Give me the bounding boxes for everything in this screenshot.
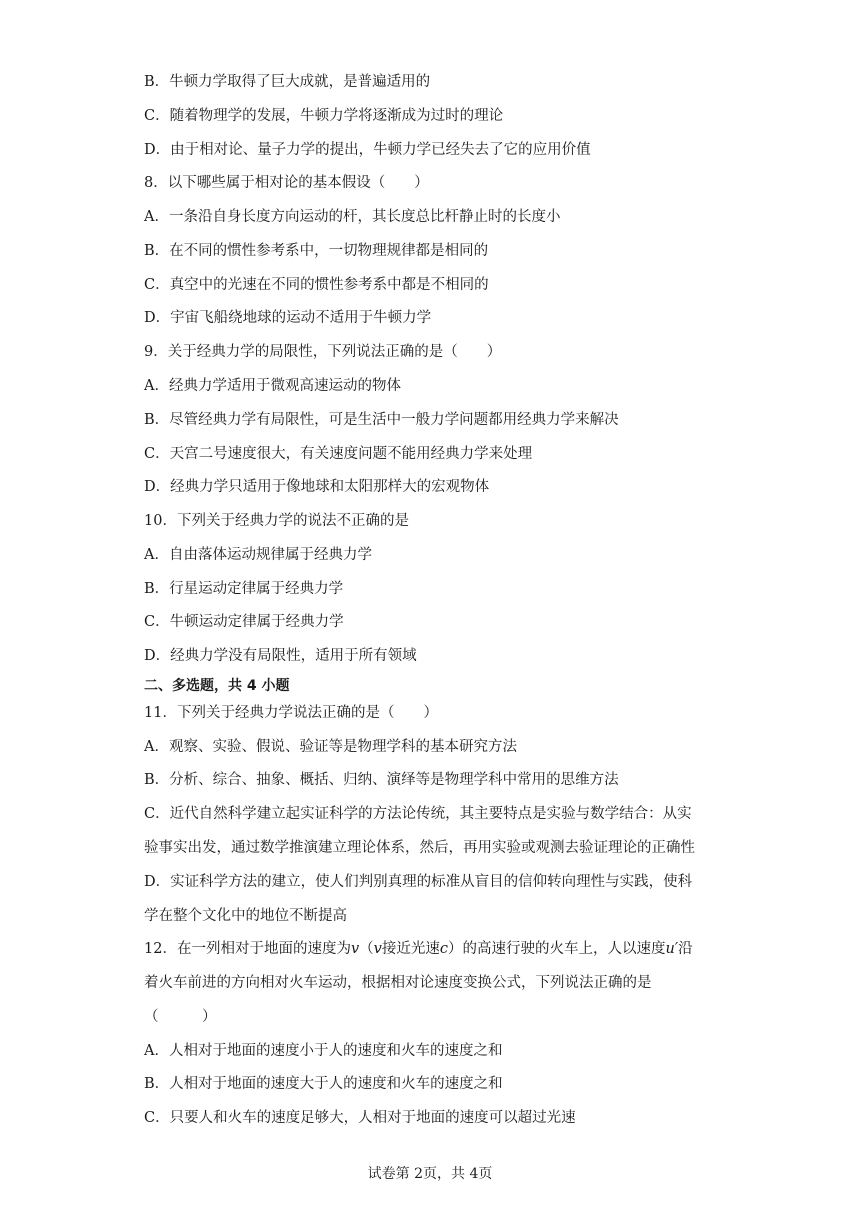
- q11-option-b: B．分析、综合、抽象、概括、归纳、演绎等是物理学科中常用的思维方法: [144, 772, 619, 788]
- q7-option-b: B．牛顿力学取得了巨大成就，是普遍适用的: [144, 74, 431, 90]
- q12-text-3: 接近光速: [381, 941, 440, 957]
- q11-option-a: A．观察、实验、假说、验证等是物理学科的基本研究方法: [144, 739, 517, 755]
- q8-option-c: C．真空中的光速在不同的惯性参考系中都是不相同的: [144, 277, 489, 293]
- q11-option-d-cont: 学在整个文化中的地位不断提高: [144, 908, 347, 924]
- q8-stem: 8．以下哪些属于相对论的基本假设（ ）: [144, 175, 429, 191]
- q8-option-b: B．在不同的惯性参考系中，一切物理规律都是相同的: [144, 243, 489, 259]
- section-heading: 二、多选题，共 4 小题: [144, 678, 290, 694]
- q11-stem: 11．下列关于经典力学说法正确的是（ ）: [144, 705, 438, 721]
- q10-stem: 10．下列关于经典力学的说法不正确的是: [144, 513, 409, 529]
- q9-option-c: C．天宫二号速度很大，有关速度问题不能用经典力学来处理: [144, 446, 533, 462]
- q9-stem: 9．关于经典力学的局限性，下列说法正确的是（ ）: [144, 344, 502, 360]
- q10-option-a: A．自由落体运动规律属于经典力学: [144, 547, 372, 563]
- q7-option-c: C．随着物理学的发展，牛顿力学将逐渐成为过时的理论: [144, 108, 504, 124]
- q9-option-d: D．经典力学只适用于像地球和太阳那样大的宏观物体: [144, 479, 490, 495]
- q12-stem: [144, 939, 693, 959]
- q10-option-c: C．牛顿运动定律属于经典力学: [144, 614, 344, 630]
- q11-option-c: C．近代自然科学建立起实证科学的方法论传统，其主要特点是实验与数学结合：从实: [144, 806, 692, 822]
- q8-option-a: A．一条沿自身长度方向运动的杆，其长度总比杆静止时的长度小: [144, 209, 561, 225]
- q10-option-d: D．经典力学没有局限性，适用于所有领域: [144, 648, 417, 664]
- q12-text-1: 12．在一列相对于地面的速度为: [144, 941, 351, 957]
- q8-option-d: D．宇宙飞船绕地球的运动不适用于牛顿力学: [144, 310, 432, 326]
- q12-var-v2: v: [373, 941, 382, 957]
- q12-var-v: v: [350, 941, 360, 957]
- q9-option-a: A．经典力学适用于微观高速运动的物体: [144, 378, 401, 394]
- q12-option-a: A．人相对于地面的速度小于人的速度和火车的速度之和: [144, 1043, 503, 1059]
- q12-option-b: B．人相对于地面的速度大于人的速度和火车的速度之和: [144, 1076, 503, 1092]
- q10-option-b: B．行星运动定律属于经典力学: [144, 581, 344, 597]
- q12-option-c: C．只要人和火车的速度足够大，人相对于地面的速度可以超过光速: [144, 1110, 576, 1126]
- q12-var-c: c: [439, 941, 448, 957]
- q11-option-c-cont: 验事实出发，通过数学推演建立理论体系，然后，再用实验或观测去验证理论的正确性: [144, 840, 695, 856]
- q11-option-d: D．实证科学方法的建立，使人们判别真理的标准从盲目的信仰转向理性与实践，使科: [144, 874, 693, 890]
- q12-stem-cont: 着火车前进的方向相对火车运动，根据相对论速度变换公式，下列说法正确的是: [144, 975, 652, 991]
- q12-text-5: 沿: [678, 941, 693, 957]
- q12-text-2: （: [359, 941, 374, 957]
- q7-option-d: D．由于相对论、量子力学的提出，牛顿力学已经失去了它的应用价值: [144, 142, 591, 158]
- page-footer: 试卷第 2页，共 4页: [367, 1166, 493, 1182]
- q9-option-b: B．尽管经典力学有局限性，可是生活中一般力学问题都用经典力学来解决: [144, 412, 619, 428]
- q12-var-u: u′: [665, 941, 679, 957]
- q12-stem-paren: （ ）: [144, 1009, 217, 1025]
- q12-text-4: ）的高速行驶的火车上，人以速度: [447, 941, 666, 957]
